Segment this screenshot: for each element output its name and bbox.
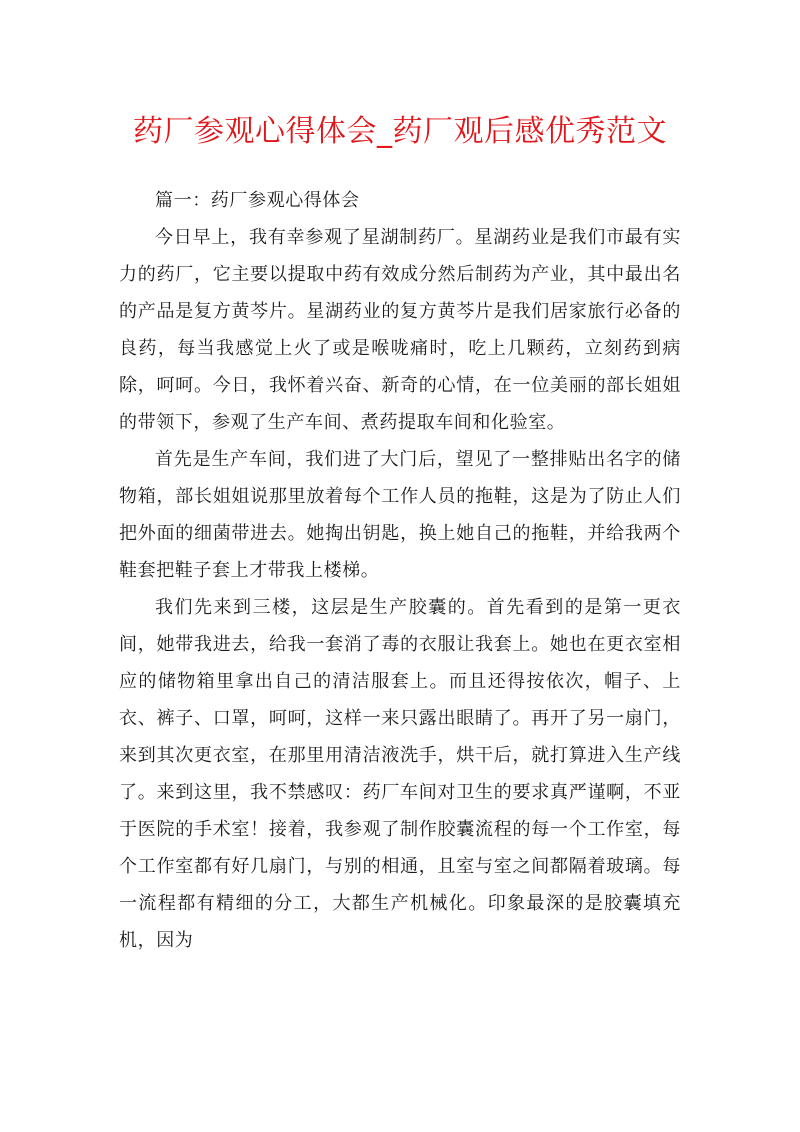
section-heading: 篇一：药厂参观心得体会 [155,190,360,211]
document-body [119,182,681,959]
paragraph-third-floor: 我们先来到三楼，这层是生产胶囊的。首先看到的是第一更衣间，她带我进去，给我一套消了毒的衣服让我套上。她也在更衣室相应的储物箱里拿出自己的清洁服套上。而且还得按依次，帽子、上衣、裤子、口罩，呵呵，这样一来只露出眼睛了。再开了另一扇门，来到其次更衣室，在那里用清洁液洗手，烘干后，就打算进入生产线了。来到这里，我不禁感叹：药厂车间对卫生的要求真严谨啊，不亚于医院的手术室！接着，我参观了制作胶囊流程的每一个工作室，每个工作室都有好几扇门，与别的相通，且室与室之间都隔着玻璃。每一流程都有精细的分工，大都生产机械化。印象最深的是胶囊填充机，因为 [119,597,681,951]
paragraph-production-workshop: 首先是生产车间，我们进了大门后，望见了一整排贴出名字的储物箱，部长姐姐说那里放着每个工作人员的拖鞋，这是为了防止人们把外面的细菌带进去。她掏出钥匙，换上她自己的拖鞋，并给我两个鞋套把鞋子套上才带我上楼梯。 [119,449,681,581]
document-title: 药厂参观心得体会_药厂观后感优秀范文 [133,114,667,149]
paragraph-intro: 今日早上，我有幸参观了星湖制药厂。星湖药业是我们市最有实力的药厂，它主要以提取中药有效成分然后制药为产业，其中最出名的产品是复方黄芩片。星湖药业的复方黄芩片是我们居家旅行必备的良药，每当我感觉上火了或是喉咙痛时，吃上几颗药，立刻药到病除，呵呵。今日，我怀着兴奋、新奇的心情，在一位美丽的部长姐姐的带领下，参观了生产车间、煮药提取车间和化验室。 [119,227,681,433]
